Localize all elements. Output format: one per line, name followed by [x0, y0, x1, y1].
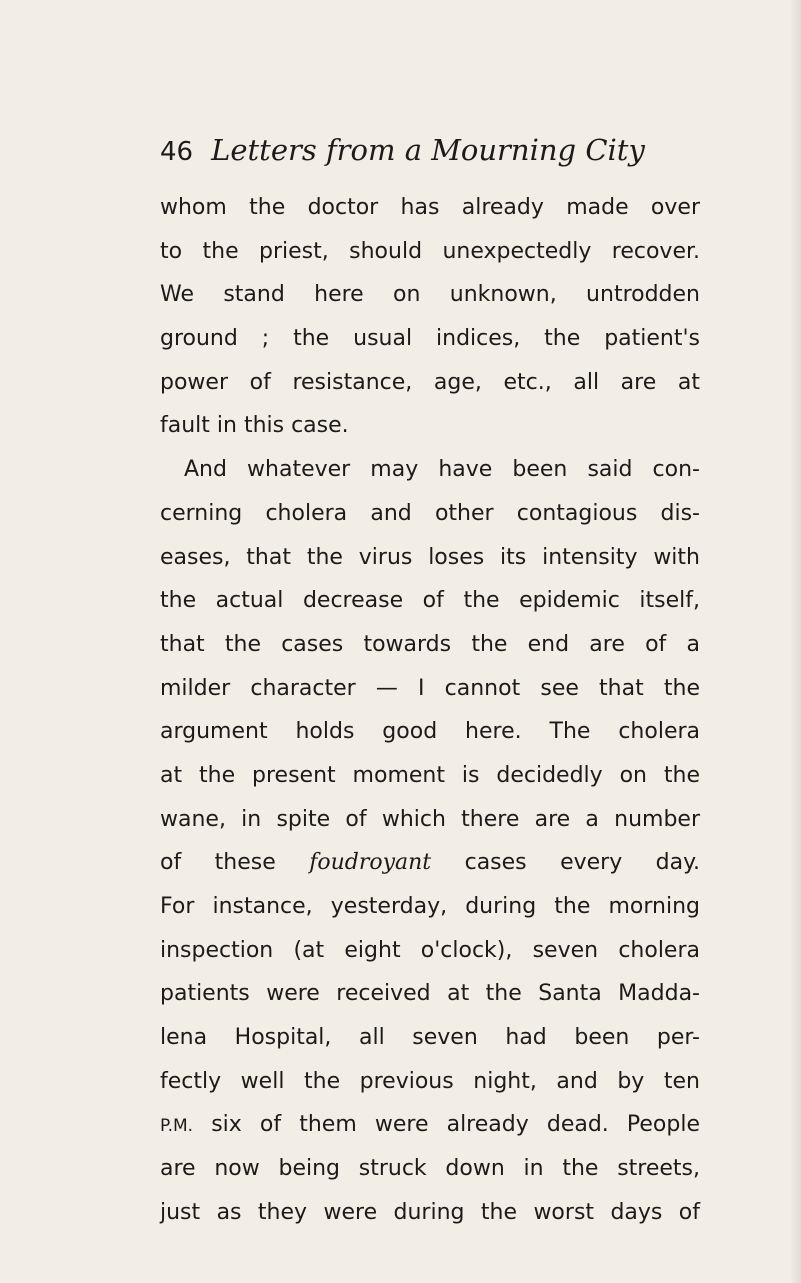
text-line: ground ; the usual indices, the patient's [160, 326, 700, 352]
text-line: And whatever may have been said con- [184, 457, 700, 483]
page-header [160, 133, 700, 173]
page-edge [791, 0, 801, 1283]
text-line: For instance, yesterday, during the morning [160, 894, 700, 919]
text-fragment: of these [160, 850, 310, 876]
text-line: eases, that the virus loses its intensity with [160, 544, 700, 570]
running-title: Letters from a Mourning City [211, 133, 645, 167]
text-line-with-smallcaps [160, 1103, 700, 1147]
text-line: cerning cholera and other contagious dis- [160, 500, 700, 526]
text-line: milder character — I cannot see that the [160, 675, 700, 701]
text-line: wane, in spite of which there are a number [160, 806, 700, 832]
text-line: power of resistance, age, etc., all are at [160, 369, 700, 395]
body-text [160, 186, 700, 1235]
text-line: argument holds good here. The cholera [160, 719, 700, 745]
text-line: just as they were during the worst days of [160, 1199, 700, 1225]
italic-term: foudroyant [309, 850, 432, 876]
text-line: that the cases towards the end are of a [160, 631, 700, 657]
text-fragment: six of them were already dead. People [193, 1112, 700, 1138]
text-line: at the present moment is decidedly on the [160, 762, 700, 788]
text-line: the actual decrease of the epidemic itself, [160, 588, 700, 614]
page-number: 46 [160, 137, 194, 167]
text-line-with-italic [160, 841, 700, 885]
time-abbreviation: P.M. [160, 1116, 194, 1137]
text-line: whom the doctor has already made over [160, 195, 700, 220]
text-line: fectly well the previous night, and by ten [160, 1068, 700, 1094]
text-line: patients were received at the Santa Madda- [160, 981, 700, 1007]
text-line: are now being struck down in the streets, [160, 1156, 700, 1182]
text-line: fault in this case. [160, 413, 349, 439]
text-line: inspection (at eight o'clock), seven cholera [160, 937, 700, 963]
text-fragment: cases every day. [431, 850, 700, 876]
text-line: lena Hospital, all seven had been per- [160, 1025, 700, 1051]
text-line: We stand here on unknown, untrodden [160, 282, 700, 308]
text-line: to the priest, should unexpectedly recover. [160, 238, 700, 264]
